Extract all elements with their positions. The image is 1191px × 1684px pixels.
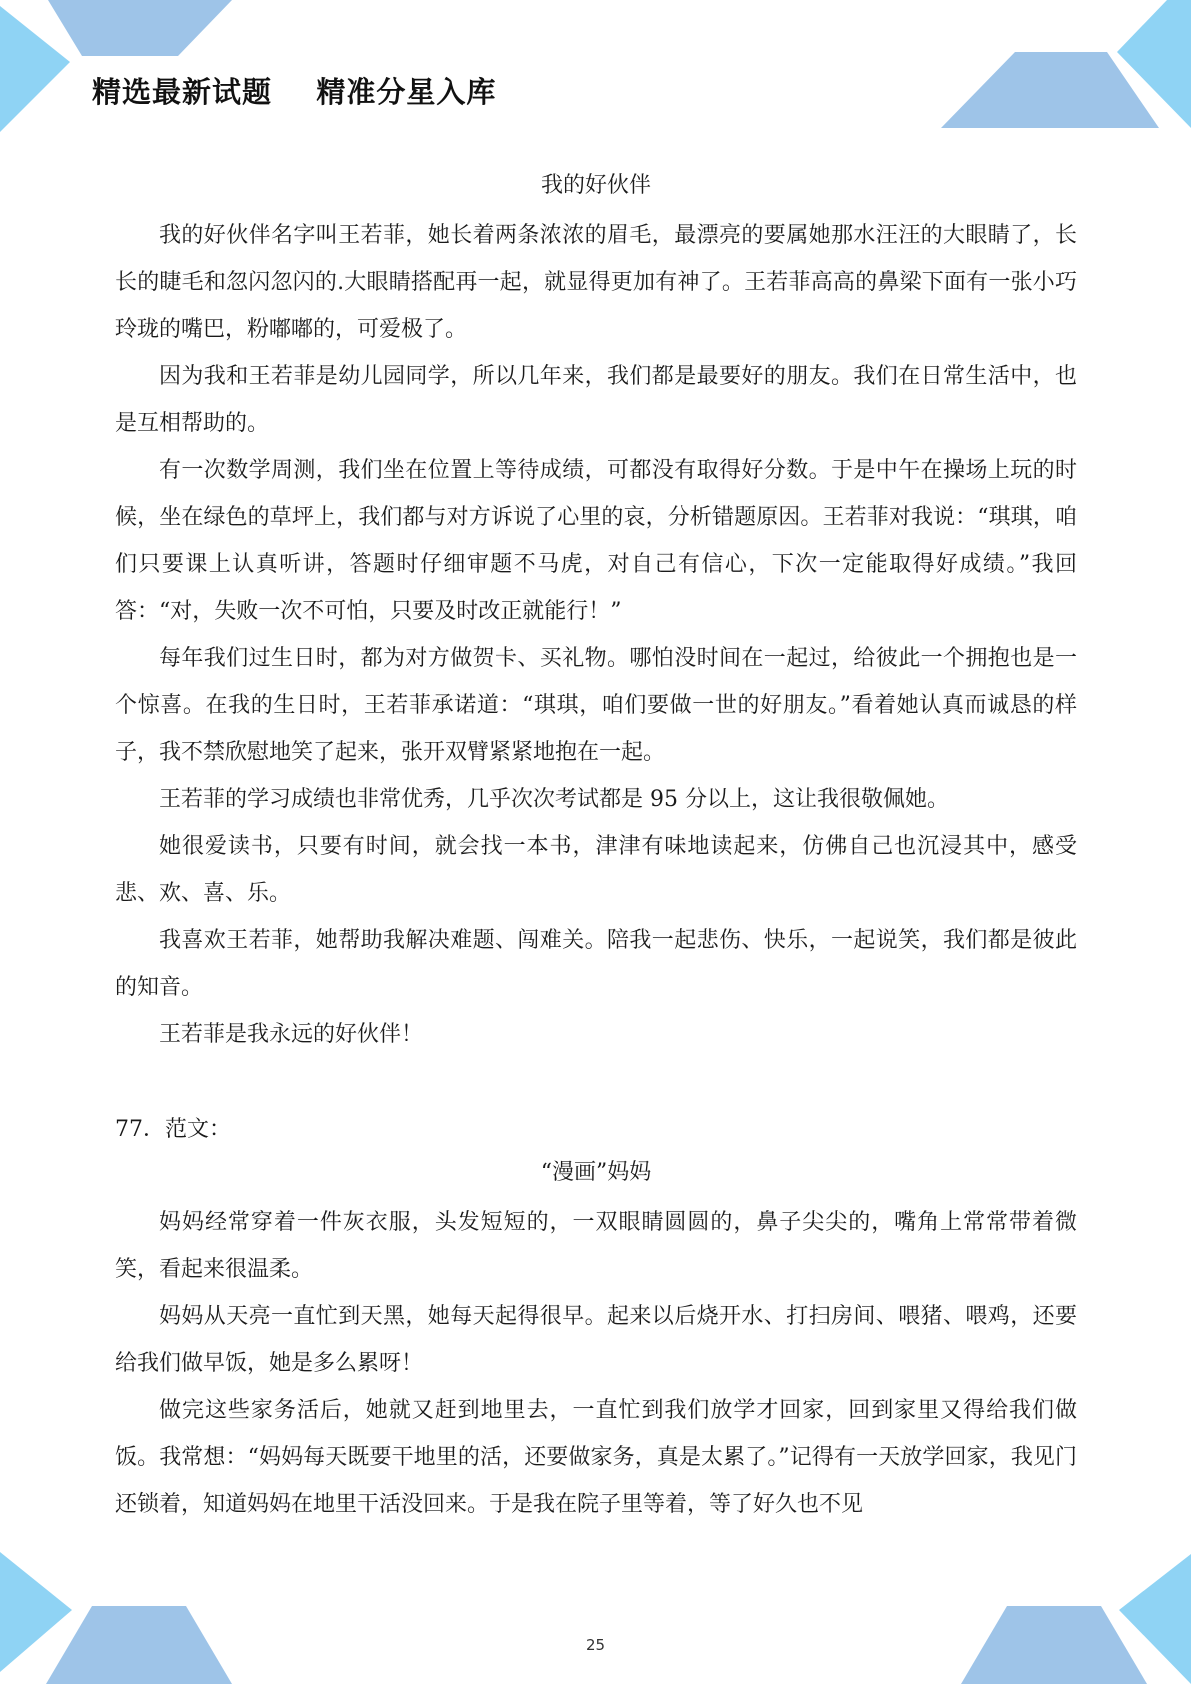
header-title: 精选最新试题 精准分星入库 — [92, 75, 497, 109]
essay-paragraph: 王若菲的学习成绩也非常优秀，几乎次次考试都是 95 分以上，这让我很敬佩她。 — [159, 787, 949, 812]
essay-title: “漫画”妈妈 — [540, 1160, 652, 1185]
essay-paragraph: 妈妈经常穿着一件灰衣服，头发短短的，一双眼睛圆圆的，鼻子尖尖的，嘴角上常常带着微笑，看起来很温柔。 — [115, 1210, 1077, 1282]
question-number-label: 77．范文： — [115, 1117, 231, 1142]
top-right-corner-decoration — [931, 0, 1191, 140]
document-body — [115, 166, 1077, 1528]
essay-paragraph: 妈妈从天亮一直忙到天黑，她每天起得很早。起来以后烧开水、打扫房间、喂猪、喂鸡，还要给我们做早饭，她是多么累呀！ — [115, 1304, 1077, 1376]
essay-title: 我的好伙伴 — [540, 173, 651, 198]
bottom-right-corner-decoration — [951, 1544, 1191, 1684]
page-number: 25 — [585, 1636, 606, 1654]
essay-paragraph: 每年我们过生日时，都为对方做贺卡、买礼物。哪怕没时间在一起过，给彼此一个拥抱也是一个惊喜。在我的生日时，王若菲承诺道：“琪琪，咱们要做一世的好朋友。”看着她认真而诚恳的样子，我不禁欣慰地笑了起来，张开双臂紧紧地抱在一起。 — [115, 646, 1077, 765]
essay-paragraph: 因为我和王若菲是幼儿园同学，所以几年来，我们都是最要好的朋友。我们在日常生活中，也是互相帮助的。 — [115, 364, 1077, 436]
essay-paragraph: 我的好伙伴名字叫王若菲，她长着两条浓浓的眉毛，最漂亮的要属她那水汪汪的大眼睛了，长长的睫毛和忽闪忽闪的.大眼睛搭配再一起，就显得更加有神了。王若菲高高的鼻梁下面有一张小巧玲珑的嘴巴，粉嘟嘟的，可爱极了。 — [115, 223, 1077, 342]
essay-paragraph: 有一次数学周测，我们坐在位置上等待成绩，可都没有取得好分数。于是中午在操场上玩的时候，坐在绿色的草坪上，我们都与对方诉说了心里的哀，分析错题原因。王若菲对我说：“琪琪，咱们只要课上认真听讲，答题时仔细审题不马虎，对自己有信心，下次一定能取得好成绩。”我回答：“对，失败一次不可怕，只要及时改正就能行！” — [115, 458, 1077, 624]
essay-paragraph: 王若菲是我永远的好伙伴！ — [159, 1022, 424, 1047]
essay-paragraph: 她很爱读书，只要有时间，就会找一本书，津津有味地读起来，仿佛自己也沉浸其中，感受悲、欢、喜、乐。 — [115, 834, 1077, 906]
essay-paragraph: 我喜欢王若菲，她帮助我解决难题、闯难关。陪我一起悲伤、快乐，一起说笑，我们都是彼此的知音。 — [115, 928, 1077, 1000]
section-spacer — [115, 1058, 1077, 1106]
essay-paragraph: 做完这些家务活后，她就又赶到地里去，一直忙到我们放学才回家，回到家里又得给我们做饭。我常想：“妈妈每天既要干地里的活，还要做家务，真是太累了。”记得有一天放学回家，我见门还锁着，知道妈妈在地里干活没回来。于是我在院子里等着，等了好久也不见 — [115, 1398, 1077, 1517]
bottom-left-corner-decoration — [0, 1544, 240, 1684]
